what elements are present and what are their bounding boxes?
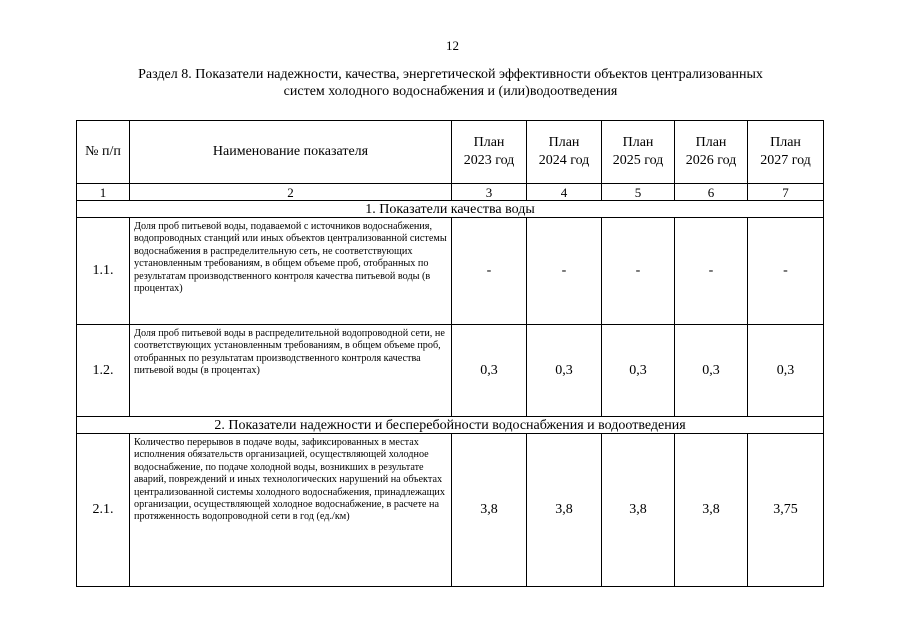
- section-heading: 1. Показатели качества воды: [77, 201, 824, 218]
- section-title-line-2: систем холодного водоснабжения и (или)водоотведения: [283, 84, 618, 99]
- column-number: 5: [602, 184, 675, 201]
- value-2026: 0,3: [675, 325, 748, 417]
- header-year-2026: [675, 121, 748, 184]
- section-title: [78, 66, 823, 100]
- header-year: 2025 год: [612, 153, 664, 168]
- column-number: 1: [77, 184, 130, 201]
- header-year-2023: [452, 121, 527, 184]
- table-row-1-1: [77, 218, 824, 325]
- value-2024: -: [527, 218, 602, 325]
- indicator-description: Количество перерывов в подаче воды, зафиксированных в местах исполнения обязательств организацией, осуществляющей холодное водоснабжение, по подаче холодной воды, возникших в результате аварий, повреждений и иных технологических нарушений на объектах централизованной системы холодного водоснабжения, принадлежащих организации, осуществляющей холодное водоснабжение, в расчете на протяженность водопроводной сети в год (ед./км): [130, 434, 452, 587]
- header-year-2025: [602, 121, 675, 184]
- header-year: 2023 год: [463, 153, 515, 168]
- value-2027: 0,3: [748, 325, 824, 417]
- section-heading: 2. Показатели надежности и бесперебойности водоснабжения и водоотведения: [77, 417, 824, 434]
- table-row-1-2: [77, 325, 824, 417]
- column-number: 4: [527, 184, 602, 201]
- value-2026: -: [675, 218, 748, 325]
- column-number: 3: [452, 184, 527, 201]
- section-row-1: [77, 201, 824, 218]
- header-num: № п/п: [77, 121, 130, 184]
- header-plan: План: [622, 135, 654, 150]
- header-name: Наименование показателя: [130, 121, 452, 184]
- header-plan: План: [548, 135, 580, 150]
- indicators-table: [76, 120, 824, 587]
- indicator-description: Доля проб питьевой воды в распределительной водопроводной сети, не соответствующих установленным требованиям, в общем объеме проб, отобранных по результатам производственного контроля качества питьевой воды (в процентах): [130, 325, 452, 417]
- header-plan: План: [770, 135, 801, 150]
- header-row: [77, 121, 824, 184]
- value-2024: 3,8: [527, 434, 602, 587]
- row-number: 1.1.: [77, 218, 130, 325]
- header-year: 2026 год: [685, 153, 737, 168]
- value-2025: 3,8: [602, 434, 675, 587]
- header-year-2027: [748, 121, 824, 184]
- value-2027: 3,75: [748, 434, 824, 587]
- section-row-2: [77, 417, 824, 434]
- header-year-2024: [527, 121, 602, 184]
- header-year: 2024 год: [538, 153, 590, 168]
- value-2024: 0,3: [527, 325, 602, 417]
- value-2026: 3,8: [675, 434, 748, 587]
- header-year: 2027 год: [760, 153, 811, 168]
- value-2027: -: [748, 218, 824, 325]
- value-2025: -: [602, 218, 675, 325]
- column-number: 7: [748, 184, 824, 201]
- column-numbers-row: [77, 184, 824, 201]
- row-number: 1.2.: [77, 325, 130, 417]
- header-plan: План: [695, 135, 727, 150]
- value-2025: 0,3: [602, 325, 675, 417]
- value-2023: 3,8: [452, 434, 527, 587]
- value-2023: 0,3: [452, 325, 527, 417]
- value-2023: -: [452, 218, 527, 325]
- header-plan: План: [473, 135, 505, 150]
- indicator-description: Доля проб питьевой воды, подаваемой с источников водоснабжения, водопроводных станций или иных объектов централизованной системы водоснабжения в распределительную сеть, не соответствующих установленным требованиям, в общем объеме проб, отобранных по результатам производственного контроля качества питьевой воды (в процентах): [130, 218, 452, 325]
- section-title-line-1: Раздел 8. Показатели надежности, качества, энергетической эффективности объектов централизованных: [138, 67, 763, 82]
- page-number: 12: [446, 38, 459, 53]
- table-row-2-1: [77, 434, 824, 587]
- row-number: 2.1.: [77, 434, 130, 587]
- column-number: 6: [675, 184, 748, 201]
- column-number: 2: [130, 184, 452, 201]
